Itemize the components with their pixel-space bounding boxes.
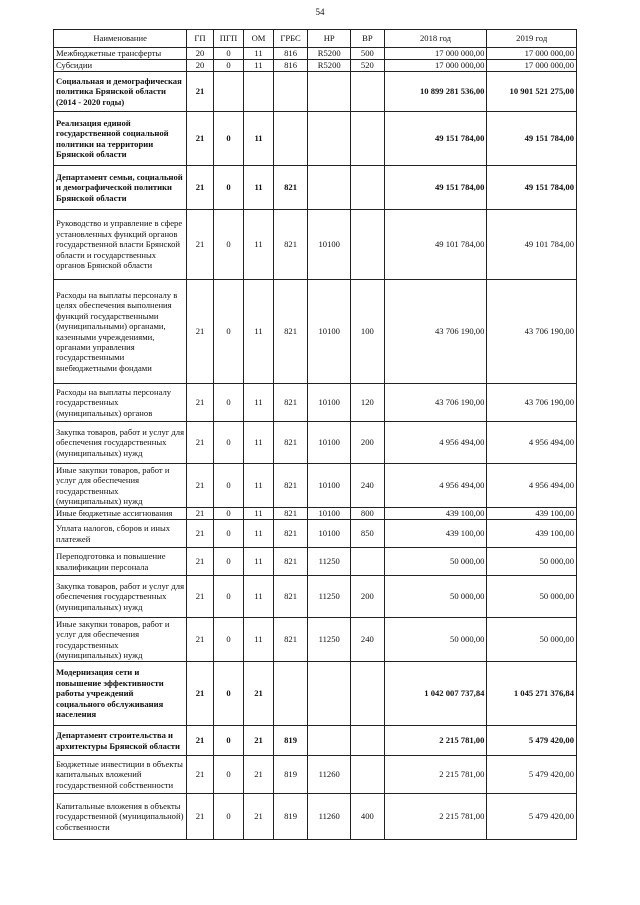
cell-pgp: 0 [213,756,244,794]
cell-y2018: 10 899 281 536,00 [384,72,487,112]
budget-table [53,29,577,840]
cell-om: 11 [244,48,274,60]
cell-om: 11 [244,520,274,548]
cell-grbs: 821 [273,422,308,464]
cell-name: Закупка товаров, работ и услуг для обеспечения государственных (муниципальных) нужд [54,576,187,618]
cell-name: Руководство и управление в сфере установленных функций органов государственной власти Брянской области и государственных органов Брянской области [54,210,187,280]
cell-np: R5200 [308,48,351,60]
cell-y2019: 439 100,00 [487,520,577,548]
cell-pgp: 0 [213,508,244,520]
table-row [54,112,577,166]
header-name: Наименование [54,30,187,48]
page-number: 54 [315,7,325,17]
cell-name: Межбюджетные трансферты [54,48,187,60]
cell-y2019: 4 956 494,00 [487,464,577,508]
cell-name: Расходы на выплаты персоналу государственных (муниципальных) органов [54,384,187,422]
cell-gp: 21 [187,726,213,756]
table-row [54,280,577,384]
cell-name: Переподготовка и повышение квалификации персонала [54,548,187,576]
cell-om: 21 [244,756,274,794]
cell-pgp: 0 [213,662,244,726]
cell-vr: 240 [351,464,385,508]
cell-y2018: 2 215 781,00 [384,726,487,756]
cell-y2018: 49 101 784,00 [384,210,487,280]
cell-gp: 21 [187,508,213,520]
cell-y2018: 1 042 007 737,84 [384,662,487,726]
table-row [54,166,577,210]
cell-grbs: 816 [273,60,308,72]
cell-om: 11 [244,508,274,520]
cell-vr: 200 [351,422,385,464]
cell-pgp: 0 [213,280,244,384]
cell-om [244,72,274,112]
cell-gp: 21 [187,576,213,618]
cell-y2019: 5 479 420,00 [487,756,577,794]
cell-pgp: 0 [213,464,244,508]
table-row [54,662,577,726]
cell-vr: 200 [351,576,385,618]
cell-y2018: 49 151 784,00 [384,166,487,210]
cell-y2019: 49 151 784,00 [487,166,577,210]
table-row [54,422,577,464]
header-gp: ГП [187,30,213,48]
cell-pgp: 0 [213,548,244,576]
cell-np [308,166,351,210]
cell-gp: 21 [187,756,213,794]
cell-vr [351,756,385,794]
cell-grbs: 821 [273,576,308,618]
cell-gp: 21 [187,794,213,840]
table-row [54,384,577,422]
cell-y2019: 50 000,00 [487,618,577,662]
cell-y2018: 17 000 000,00 [384,60,487,72]
cell-gp: 21 [187,548,213,576]
cell-gp: 21 [187,422,213,464]
cell-gp: 21 [187,464,213,508]
cell-np: 10100 [308,422,351,464]
cell-np: R5200 [308,60,351,72]
cell-vr [351,112,385,166]
cell-vr [351,210,385,280]
cell-y2018: 4 956 494,00 [384,422,487,464]
cell-vr [351,662,385,726]
cell-np: 11260 [308,756,351,794]
cell-gp: 21 [187,210,213,280]
table-row [54,576,577,618]
cell-vr [351,166,385,210]
table-row [54,464,577,508]
table-row [54,756,577,794]
cell-np: 10100 [308,210,351,280]
cell-np [308,112,351,166]
cell-y2019: 5 479 420,00 [487,794,577,840]
cell-name: Иные закупки товаров, работ и услуг для обеспечения государственных (муниципальных) нужд [54,618,187,662]
cell-pgp: 0 [213,576,244,618]
cell-y2018: 49 151 784,00 [384,112,487,166]
cell-np: 11250 [308,548,351,576]
cell-name: Иные бюджетные ассигнования [54,508,187,520]
table-row [54,726,577,756]
cell-np: 10100 [308,280,351,384]
cell-y2019: 49 151 784,00 [487,112,577,166]
header-pgp: ПГП [213,30,244,48]
cell-name: Капитальные вложения в объекты государственной (муниципальной) собственности [54,794,187,840]
cell-gp: 20 [187,48,213,60]
table-row [54,72,577,112]
cell-name: Модернизация сети и повышение эффективности работы учреждений социального обслуживания населения [54,662,187,726]
header-row [54,30,577,48]
cell-name: Закупка товаров, работ и услуг для обеспечения государственных (муниципальных) нужд [54,422,187,464]
cell-np [308,726,351,756]
cell-np [308,72,351,112]
cell-vr [351,548,385,576]
cell-y2019: 17 000 000,00 [487,48,577,60]
cell-pgp: 0 [213,520,244,548]
cell-gp: 21 [187,618,213,662]
table-row [54,618,577,662]
cell-y2018: 4 956 494,00 [384,464,487,508]
table-row [54,794,577,840]
table-row [54,60,577,72]
table-row [54,210,577,280]
cell-om: 11 [244,112,274,166]
cell-np: 10100 [308,520,351,548]
cell-vr: 850 [351,520,385,548]
cell-grbs: 816 [273,48,308,60]
cell-vr: 800 [351,508,385,520]
cell-vr: 500 [351,48,385,60]
cell-np: 11250 [308,576,351,618]
cell-om: 21 [244,662,274,726]
cell-vr: 520 [351,60,385,72]
cell-pgp: 0 [213,726,244,756]
cell-grbs: 821 [273,618,308,662]
cell-pgp [213,72,244,112]
cell-grbs: 821 [273,508,308,520]
cell-y2018: 2 215 781,00 [384,756,487,794]
header-np: НР [308,30,351,48]
cell-y2018: 43 706 190,00 [384,384,487,422]
cell-vr: 400 [351,794,385,840]
cell-y2018: 50 000,00 [384,548,487,576]
cell-np: 10100 [308,464,351,508]
cell-np: 11260 [308,794,351,840]
cell-pgp: 0 [213,618,244,662]
cell-y2019: 50 000,00 [487,576,577,618]
cell-om: 11 [244,464,274,508]
cell-gp: 21 [187,662,213,726]
cell-grbs: 821 [273,210,308,280]
cell-gp: 21 [187,72,213,112]
cell-grbs: 821 [273,548,308,576]
cell-om: 11 [244,576,274,618]
cell-pgp: 0 [213,48,244,60]
cell-name: Уплата налогов, сборов и иных платежей [54,520,187,548]
cell-y2019: 50 000,00 [487,548,577,576]
cell-y2018: 439 100,00 [384,508,487,520]
cell-y2019: 439 100,00 [487,508,577,520]
cell-pgp: 0 [213,60,244,72]
cell-gp: 21 [187,112,213,166]
cell-pgp: 0 [213,112,244,166]
table-row [54,520,577,548]
cell-y2019: 49 101 784,00 [487,210,577,280]
cell-om: 11 [244,210,274,280]
cell-y2018: 2 215 781,00 [384,794,487,840]
cell-gp: 20 [187,60,213,72]
cell-grbs: 821 [273,166,308,210]
cell-vr: 120 [351,384,385,422]
header-om: ОМ [244,30,274,48]
cell-grbs: 819 [273,794,308,840]
header-2018: 2018 год [384,30,487,48]
cell-name: Субсидии [54,60,187,72]
cell-grbs [273,662,308,726]
cell-y2018: 43 706 190,00 [384,280,487,384]
cell-om: 11 [244,548,274,576]
header-grbs: ГРБС [273,30,308,48]
cell-y2019: 43 706 190,00 [487,384,577,422]
cell-name: Иные закупки товаров, работ и услуг для обеспечения государственных (муниципальных) нужд [54,464,187,508]
cell-pgp: 0 [213,794,244,840]
cell-name: Реализация единой государственной социальной политики на территории Брянской области [54,112,187,166]
cell-pgp: 0 [213,384,244,422]
cell-om: 11 [244,166,274,210]
cell-np: 11250 [308,618,351,662]
cell-np: 10100 [308,384,351,422]
cell-om: 21 [244,726,274,756]
cell-y2019: 17 000 000,00 [487,60,577,72]
cell-np: 10100 [308,508,351,520]
cell-grbs: 821 [273,384,308,422]
cell-grbs [273,112,308,166]
cell-om: 21 [244,794,274,840]
cell-pgp: 0 [213,166,244,210]
cell-vr: 240 [351,618,385,662]
cell-y2019: 43 706 190,00 [487,280,577,384]
table-row [54,508,577,520]
cell-y2019: 5 479 420,00 [487,726,577,756]
table-row [54,48,577,60]
cell-grbs: 821 [273,280,308,384]
cell-y2019: 1 045 271 376,84 [487,662,577,726]
cell-name: Департамент строительства и архитектуры Брянской области [54,726,187,756]
cell-om: 11 [244,60,274,72]
cell-gp: 21 [187,166,213,210]
cell-grbs [273,72,308,112]
cell-vr [351,726,385,756]
cell-om: 11 [244,280,274,384]
cell-grbs: 819 [273,756,308,794]
cell-y2018: 439 100,00 [384,520,487,548]
cell-grbs: 821 [273,464,308,508]
cell-name: Социальная и демографическая политика Брянской области (2014 - 2020 годы) [54,72,187,112]
cell-name: Департамент семьи, социальной и демографической политики Брянской области [54,166,187,210]
cell-y2019: 10 901 521 275,00 [487,72,577,112]
cell-gp: 21 [187,520,213,548]
cell-name: Бюджетные инвестиции в объекты капитальных вложений государственной собственности [54,756,187,794]
cell-y2019: 4 956 494,00 [487,422,577,464]
cell-om: 11 [244,422,274,464]
cell-y2018: 17 000 000,00 [384,48,487,60]
cell-y2018: 50 000,00 [384,576,487,618]
cell-pgp: 0 [213,210,244,280]
cell-om: 11 [244,618,274,662]
header-vr: ВР [351,30,385,48]
cell-name: Расходы на выплаты персоналу в целях обеспечения выполнения функций государственными (муниципальными) органами, казенными учреждениями, органами управления государственными внебюджетными фондами [54,280,187,384]
cell-vr [351,72,385,112]
cell-om: 11 [244,384,274,422]
cell-grbs: 821 [273,520,308,548]
cell-y2018: 50 000,00 [384,618,487,662]
cell-pgp: 0 [213,422,244,464]
cell-gp: 21 [187,280,213,384]
cell-vr: 100 [351,280,385,384]
cell-grbs: 819 [273,726,308,756]
cell-gp: 21 [187,384,213,422]
header-2019: 2019 год [487,30,577,48]
cell-np [308,662,351,726]
table-row [54,548,577,576]
